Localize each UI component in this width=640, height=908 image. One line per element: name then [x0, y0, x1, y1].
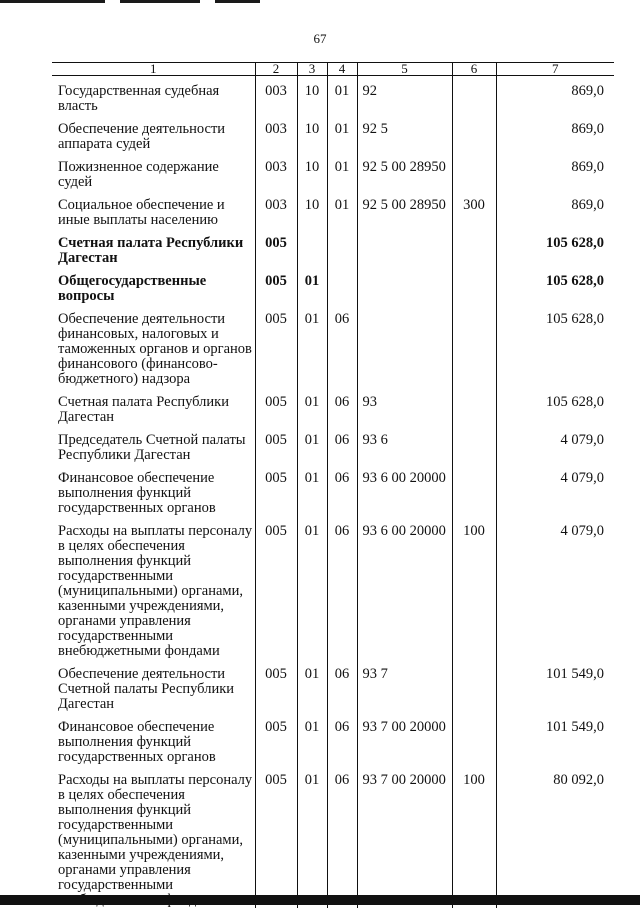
subsection-code-cell: 06	[327, 425, 357, 463]
table-row	[52, 712, 614, 765]
section-code-cell: 005	[255, 712, 297, 765]
subsection-code-cell: 10	[297, 190, 327, 228]
row-name-cell: Счетная палата Республики Дагестан	[58, 394, 229, 425]
column-header: 4	[327, 63, 357, 76]
target-article-code-cell: 93 7 00 20000	[357, 765, 452, 908]
expense-type-code-cell	[452, 228, 496, 266]
scan-edge-mark	[215, 0, 260, 3]
row-name-cell: Председатель Счетной палаты Республики Дагестан	[58, 432, 246, 463]
amount-cell: 869,0	[496, 190, 614, 228]
table-row	[52, 228, 614, 266]
expense-type-code-cell	[452, 387, 496, 425]
target-article-code-cell: 92 5	[357, 114, 452, 152]
table-row	[52, 266, 614, 304]
table-row	[52, 765, 614, 908]
section-code-cell: 005	[255, 425, 297, 463]
expense-type-code-cell	[452, 114, 496, 152]
expense-type-code-cell	[452, 76, 496, 115]
subsection-code-cell: 01	[327, 114, 357, 152]
subsection-code-cell: 06	[327, 659, 357, 712]
table-row	[52, 304, 614, 387]
target-article-code-cell: 92 5 00 28950	[357, 152, 452, 190]
row-name-cell: Обеспечение деятельности финансовых, налоговых и таможенных органов и органов финансового (финансово-бюджетного) надзора	[58, 311, 252, 387]
section-code-cell: 003	[255, 76, 297, 115]
section-code-cell: 005	[255, 304, 297, 387]
table-row	[52, 76, 614, 115]
row-name-cell: Счетная палата Республики Дагестан	[58, 235, 244, 266]
subsection-code-cell: 10	[297, 114, 327, 152]
row-name-cell: Расходы на выплаты персоналу в целях обеспечения выполнения функций государственными (муниципальными) органами, казенными учреждениями, органами управления государственными	[58, 772, 253, 893]
section-code-cell: 003	[255, 190, 297, 228]
section-code-cell: 005	[255, 387, 297, 425]
subsection-code-cell: 06	[327, 463, 357, 516]
table-row	[52, 463, 614, 516]
scan-edge-mark	[0, 0, 105, 3]
subsection-code-cell: 06	[327, 304, 357, 387]
expense-type-code-cell	[452, 712, 496, 765]
amount-cell: 101 549,0	[496, 659, 614, 712]
row-name-cell: Общегосударственные вопросы	[58, 273, 207, 304]
table-header-row	[52, 63, 614, 76]
subsection-code-cell: 01	[327, 76, 357, 115]
section-code-cell: 005	[255, 659, 297, 712]
amount-cell: 4 079,0	[496, 425, 614, 463]
column-header: 6	[452, 63, 496, 76]
expense-type-code-cell	[452, 266, 496, 304]
row-name-cell: Государственная судебная власть	[58, 83, 220, 114]
column-header: 7	[496, 63, 614, 76]
row-name-cell: Финансовое обеспечение выполнения функций государственных органов	[58, 470, 216, 516]
budget-table	[52, 62, 614, 908]
expense-type-code-cell	[452, 425, 496, 463]
subsection-code-cell	[327, 228, 357, 266]
column-header: 2	[255, 63, 297, 76]
section-code-cell: 005	[255, 516, 297, 659]
table-row	[52, 516, 614, 659]
table-row	[52, 190, 614, 228]
section-code-cell: 005	[255, 228, 297, 266]
row-name-cell: Обеспечение деятельности аппарата судей	[58, 121, 226, 152]
section-code-cell: 005	[255, 463, 297, 516]
subsection-code-cell: 06	[327, 765, 357, 908]
row-name-cell: Финансовое обеспечение выполнения функций государственных органов	[58, 719, 216, 765]
column-header: 3	[297, 63, 327, 76]
section-code-cell: 005	[255, 266, 297, 304]
amount-cell: 105 628,0	[496, 387, 614, 425]
amount-cell: 105 628,0	[496, 266, 614, 304]
expense-type-code-cell	[452, 152, 496, 190]
amount-cell: 101 549,0	[496, 712, 614, 765]
subsection-code-cell: 01	[297, 387, 327, 425]
target-article-code-cell: 93	[357, 387, 452, 425]
subsection-code-cell: 06	[327, 387, 357, 425]
subsection-code-cell: 01	[297, 659, 327, 712]
amount-cell: 105 628,0	[496, 304, 614, 387]
table-row	[52, 659, 614, 712]
page-number: 67	[313, 31, 327, 46]
expense-type-code-cell: 100	[452, 765, 496, 908]
subsection-code-cell: 01	[297, 516, 327, 659]
expense-type-code-cell	[452, 304, 496, 387]
subsection-code-cell: 01	[327, 152, 357, 190]
table-row	[52, 387, 614, 425]
section-code-cell: 003	[255, 152, 297, 190]
subsection-code-cell: 01	[297, 463, 327, 516]
subsection-code-cell: 01	[297, 765, 327, 908]
subsection-code-cell: 01	[297, 266, 327, 304]
target-article-code-cell: 93 6 00 20000	[357, 463, 452, 516]
table-row	[52, 114, 614, 152]
amount-cell: 869,0	[496, 76, 614, 115]
subsection-code-cell: 10	[297, 76, 327, 115]
subsection-code-cell: 06	[327, 516, 357, 659]
row-name-cell: Расходы на выплаты персоналу в целях обеспечения выполнения функций государственными (муниципальными) органами, казенными учреждениями, органами управления государственными внебюджетными фондами	[58, 523, 253, 659]
target-article-code-cell: 93 6	[357, 425, 452, 463]
row-name-cell: Пожизненное содержание судей	[58, 159, 219, 190]
amount-cell: 80 092,0	[496, 765, 614, 908]
amount-cell: 105 628,0	[496, 228, 614, 266]
subsection-code-cell: 06	[327, 712, 357, 765]
section-code-cell: 005	[255, 765, 297, 908]
subsection-code-cell	[297, 228, 327, 266]
target-article-code-cell: 92 5 00 28950	[357, 190, 452, 228]
target-article-code-cell: 93 7	[357, 659, 452, 712]
target-article-code-cell	[357, 228, 452, 266]
amount-cell: 4 079,0	[496, 516, 614, 659]
amount-cell: 4 079,0	[496, 463, 614, 516]
expense-type-code-cell	[452, 463, 496, 516]
amount-cell: 869,0	[496, 152, 614, 190]
target-article-code-cell: 93 7 00 20000	[357, 712, 452, 765]
subsection-code-cell: 01	[297, 425, 327, 463]
target-article-code-cell: 93 6 00 20000	[357, 516, 452, 659]
target-article-code-cell	[357, 304, 452, 387]
section-code-cell: 003	[255, 114, 297, 152]
subsection-code-cell: 01	[297, 712, 327, 765]
column-header: 5	[357, 63, 452, 76]
subsection-code-cell	[327, 266, 357, 304]
row-name-cell: Социальное обеспечение и иные выплаты населению	[58, 197, 225, 228]
expense-type-code-cell	[452, 659, 496, 712]
target-article-code-cell	[357, 266, 452, 304]
expense-type-code-cell: 100	[452, 516, 496, 659]
subsection-code-cell: 01	[297, 304, 327, 387]
table-row	[52, 425, 614, 463]
table-row	[52, 152, 614, 190]
column-header: 1	[52, 63, 255, 76]
scan-bottom-edge	[0, 895, 640, 905]
expense-type-code-cell: 300	[452, 190, 496, 228]
subsection-code-cell: 01	[327, 190, 357, 228]
row-name-cell: Обеспечение деятельности Счетной палаты Республики Дагестан	[58, 666, 235, 712]
target-article-code-cell: 92	[357, 76, 452, 115]
scan-edge-mark	[120, 0, 200, 3]
subsection-code-cell: 10	[297, 152, 327, 190]
amount-cell: 869,0	[496, 114, 614, 152]
